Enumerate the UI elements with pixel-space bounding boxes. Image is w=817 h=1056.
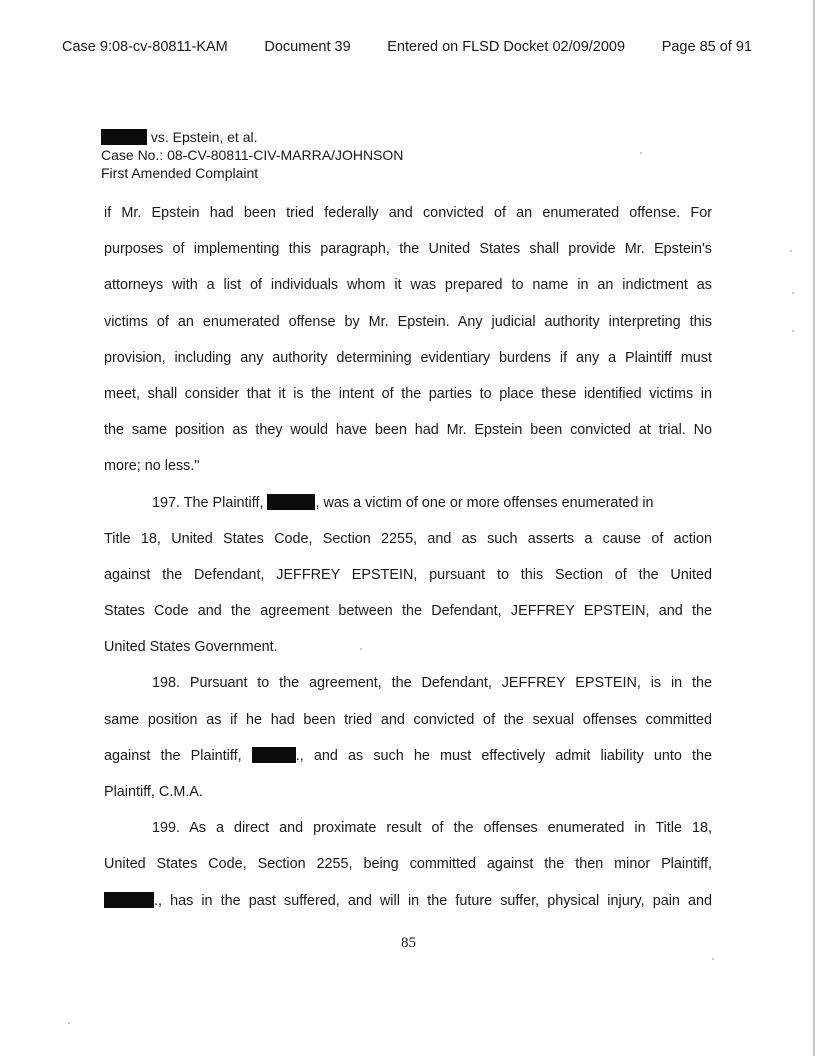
scan-edge xyxy=(813,0,815,1056)
scan-speck xyxy=(792,292,794,294)
case-no-label: Case No.: xyxy=(101,147,164,163)
scan-speck xyxy=(790,250,792,252)
body-line: attorneys with a list of individuals whom it was prepared to name in an indictment as xyxy=(104,277,712,294)
scan-speck xyxy=(792,330,794,332)
p197-text: 197. The Plaintiff, xyxy=(152,494,264,511)
body-line: more; no less." xyxy=(104,458,200,475)
header-entered: Entered on FLSD Docket 02/09/2009 xyxy=(387,39,626,55)
redaction-block xyxy=(104,892,154,908)
body-line: purposes of implementing this paragraph, the United States shall provide Mr. Epstein's xyxy=(104,241,712,258)
body-line: United States Code, Section 2255, being committed against the then minor Plaintiff, xyxy=(104,856,712,873)
caption-case-no xyxy=(101,146,403,164)
header-case-number: Case 9:08-cv-80811-KAM xyxy=(62,39,228,55)
paragraph-198 xyxy=(104,673,712,818)
body-line: against the Defendant, JEFFREY EPSTEIN, pursuant to this Section of the United xyxy=(104,566,712,583)
scan-speck xyxy=(360,648,362,650)
p199-text: ., has in the past suffered, and will in the future suffer, physical injury, pain and xyxy=(154,892,712,909)
continued-quote xyxy=(104,203,712,493)
body-line xyxy=(104,746,712,782)
scan-speck xyxy=(68,1022,70,1024)
scan-speck xyxy=(640,152,642,154)
body-line: 198. Pursuant to the agreement, the Defendant, JEFFREY EPSTEIN, is in the xyxy=(152,675,712,692)
redaction-block xyxy=(252,747,296,763)
body-line: meet, shall consider that it is the intent of the parties to place these identified victims in xyxy=(104,385,712,402)
caption-parties-text: vs. Epstein, et al. xyxy=(150,129,258,145)
body-line: States Code and the agreement between the Defendant, JEFFREY EPSTEIN, and the xyxy=(104,603,712,620)
paragraph-197 xyxy=(104,493,712,674)
body-line xyxy=(104,493,712,529)
body-line xyxy=(104,891,712,927)
body-line: 199. As a direct and proximate result of the offenses enumerated in Title 18, xyxy=(152,820,712,837)
redaction-block xyxy=(267,494,315,510)
document-body xyxy=(104,203,712,927)
header-page: Page 85 of 91 xyxy=(661,39,752,55)
page-number: 85 xyxy=(401,935,416,951)
caption-doc-title: First Amended Complaint xyxy=(101,165,259,181)
p198-text: against the Plaintiff, xyxy=(104,747,242,764)
body-line: the same position as they would have been had Mr. Epstein been convicted at trial. No xyxy=(104,422,712,439)
case-caption xyxy=(101,128,403,182)
header-document: Document 39 xyxy=(264,39,351,55)
paragraph-199 xyxy=(104,818,712,927)
redaction-block xyxy=(101,129,147,145)
body-line: if Mr. Epstein had been tried federally and convicted of an enumerated offense. For xyxy=(104,205,712,221)
body-line: victims of an enumerated offense by Mr. Epstein. Any judicial authority interpreting this xyxy=(104,313,712,330)
body-line: Title 18, United States Code, Section 2255, and as such asserts a cause of action xyxy=(104,530,712,547)
p198-text: ., and as such he must effectively admit liability unto the xyxy=(295,747,712,764)
scan-speck xyxy=(712,958,714,960)
body-line: same position as if he had been tried and convicted of the sexual offenses committed xyxy=(104,711,712,728)
court-header xyxy=(62,39,752,55)
caption-parties xyxy=(101,128,403,146)
body-line: Plaintiff, C.M.A. xyxy=(104,784,203,800)
body-line: provision, including any authority determining evidentiary burdens if any a Plaintiff must xyxy=(104,349,712,366)
case-no-value: 08-CV-80811-CIV-MARRA/JOHNSON xyxy=(167,147,404,163)
body-line: United States Government. xyxy=(104,639,278,656)
p197-text: , was a victim of one or more offenses enumerated in xyxy=(315,494,654,511)
